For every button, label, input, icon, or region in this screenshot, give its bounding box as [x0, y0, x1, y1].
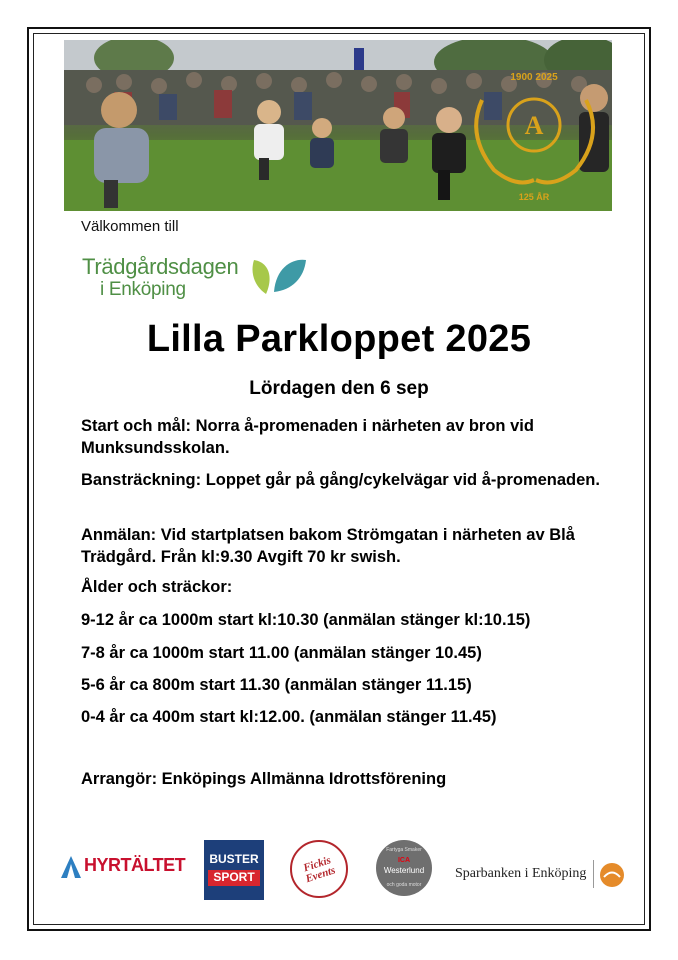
- garden-logo-line1: Trädgårdsdagen: [82, 254, 239, 279]
- ica-bottom: och goda motor: [386, 882, 422, 888]
- sponsor-ica-westerlund-logo: [376, 840, 432, 896]
- info-registration: [81, 524, 601, 568]
- sparbanken-emblem-icon: [599, 862, 625, 888]
- fickis-wordmark: Fickis Events: [301, 854, 337, 886]
- badge-years: 1900 2025: [510, 72, 558, 83]
- tradgardsdagen-logo: [82, 254, 322, 304]
- sponsor-fickis-events-logo: [290, 840, 348, 898]
- class-item: 7-8 år ca 1000m start 11.00 (anmälan stänger 10.45): [81, 644, 482, 662]
- class-item: 5-6 år ca 800m start 11.30 (anmälan stänger 11.15): [81, 676, 472, 694]
- event-title: Lilla Parkloppet 2025: [146, 318, 532, 360]
- hero-photo-children-running: [64, 40, 612, 211]
- info-start: [81, 415, 601, 459]
- sponsor-hyrtaltet-logo: [58, 852, 186, 882]
- ica-name: Westerlund: [383, 866, 425, 875]
- garden-logo-line2: i Enköping: [100, 279, 186, 300]
- info-label: Start och mål:: [81, 417, 192, 435]
- event-date: Lördagen den 6 sep: [249, 378, 429, 399]
- ica-brand: ICA: [397, 857, 411, 864]
- buster-line2: SPORT: [213, 870, 255, 884]
- info-route: [81, 469, 601, 491]
- organizer-text: Arrangör: Enköpings Allmänna Idrottsförening: [81, 770, 447, 788]
- info-text: Vid startplatsen bakom Strömgatan i närheten av Blå Trädgård. Från kl:9.30 Avgift 70 kr swish.: [81, 526, 575, 566]
- info-text: Loppet går på gång/cykelvägar vid å-promenaden.: [201, 471, 600, 489]
- info-text: Norra å-promenaden i närheten av bron vid Munksundsskolan.: [81, 417, 534, 457]
- buster-line1: BUSTER: [209, 852, 259, 866]
- tent-icon: [60, 855, 82, 879]
- info-label: Anmälan:: [81, 526, 157, 544]
- badge-anniversary: 125 ÅR: [518, 192, 550, 202]
- hyrtaltet-wordmark: HYRTÄLTET: [84, 855, 186, 875]
- welcome-text: Välkommen till: [81, 218, 179, 235]
- badge-letter: A: [524, 111, 544, 140]
- sparbanken-wordmark: Sparbanken i Enköping: [455, 866, 587, 881]
- info-label: Bansträckning:: [81, 471, 202, 489]
- class-item: 0-4 år ca 400m start kl:12.00. (anmälan stänger 11.45): [81, 708, 497, 726]
- classes-heading: Ålder och sträckor:: [81, 578, 233, 596]
- sponsor-sparbanken-logo: [455, 860, 630, 890]
- sponsor-buster-sport-logo: [204, 840, 264, 900]
- leaf-icon: [248, 256, 310, 298]
- ica-top: Fartyga Smaker: [386, 847, 422, 853]
- class-item: 9-12 år ca 1000m start kl:10.30 (anmälan stänger kl:10.15): [81, 611, 531, 629]
